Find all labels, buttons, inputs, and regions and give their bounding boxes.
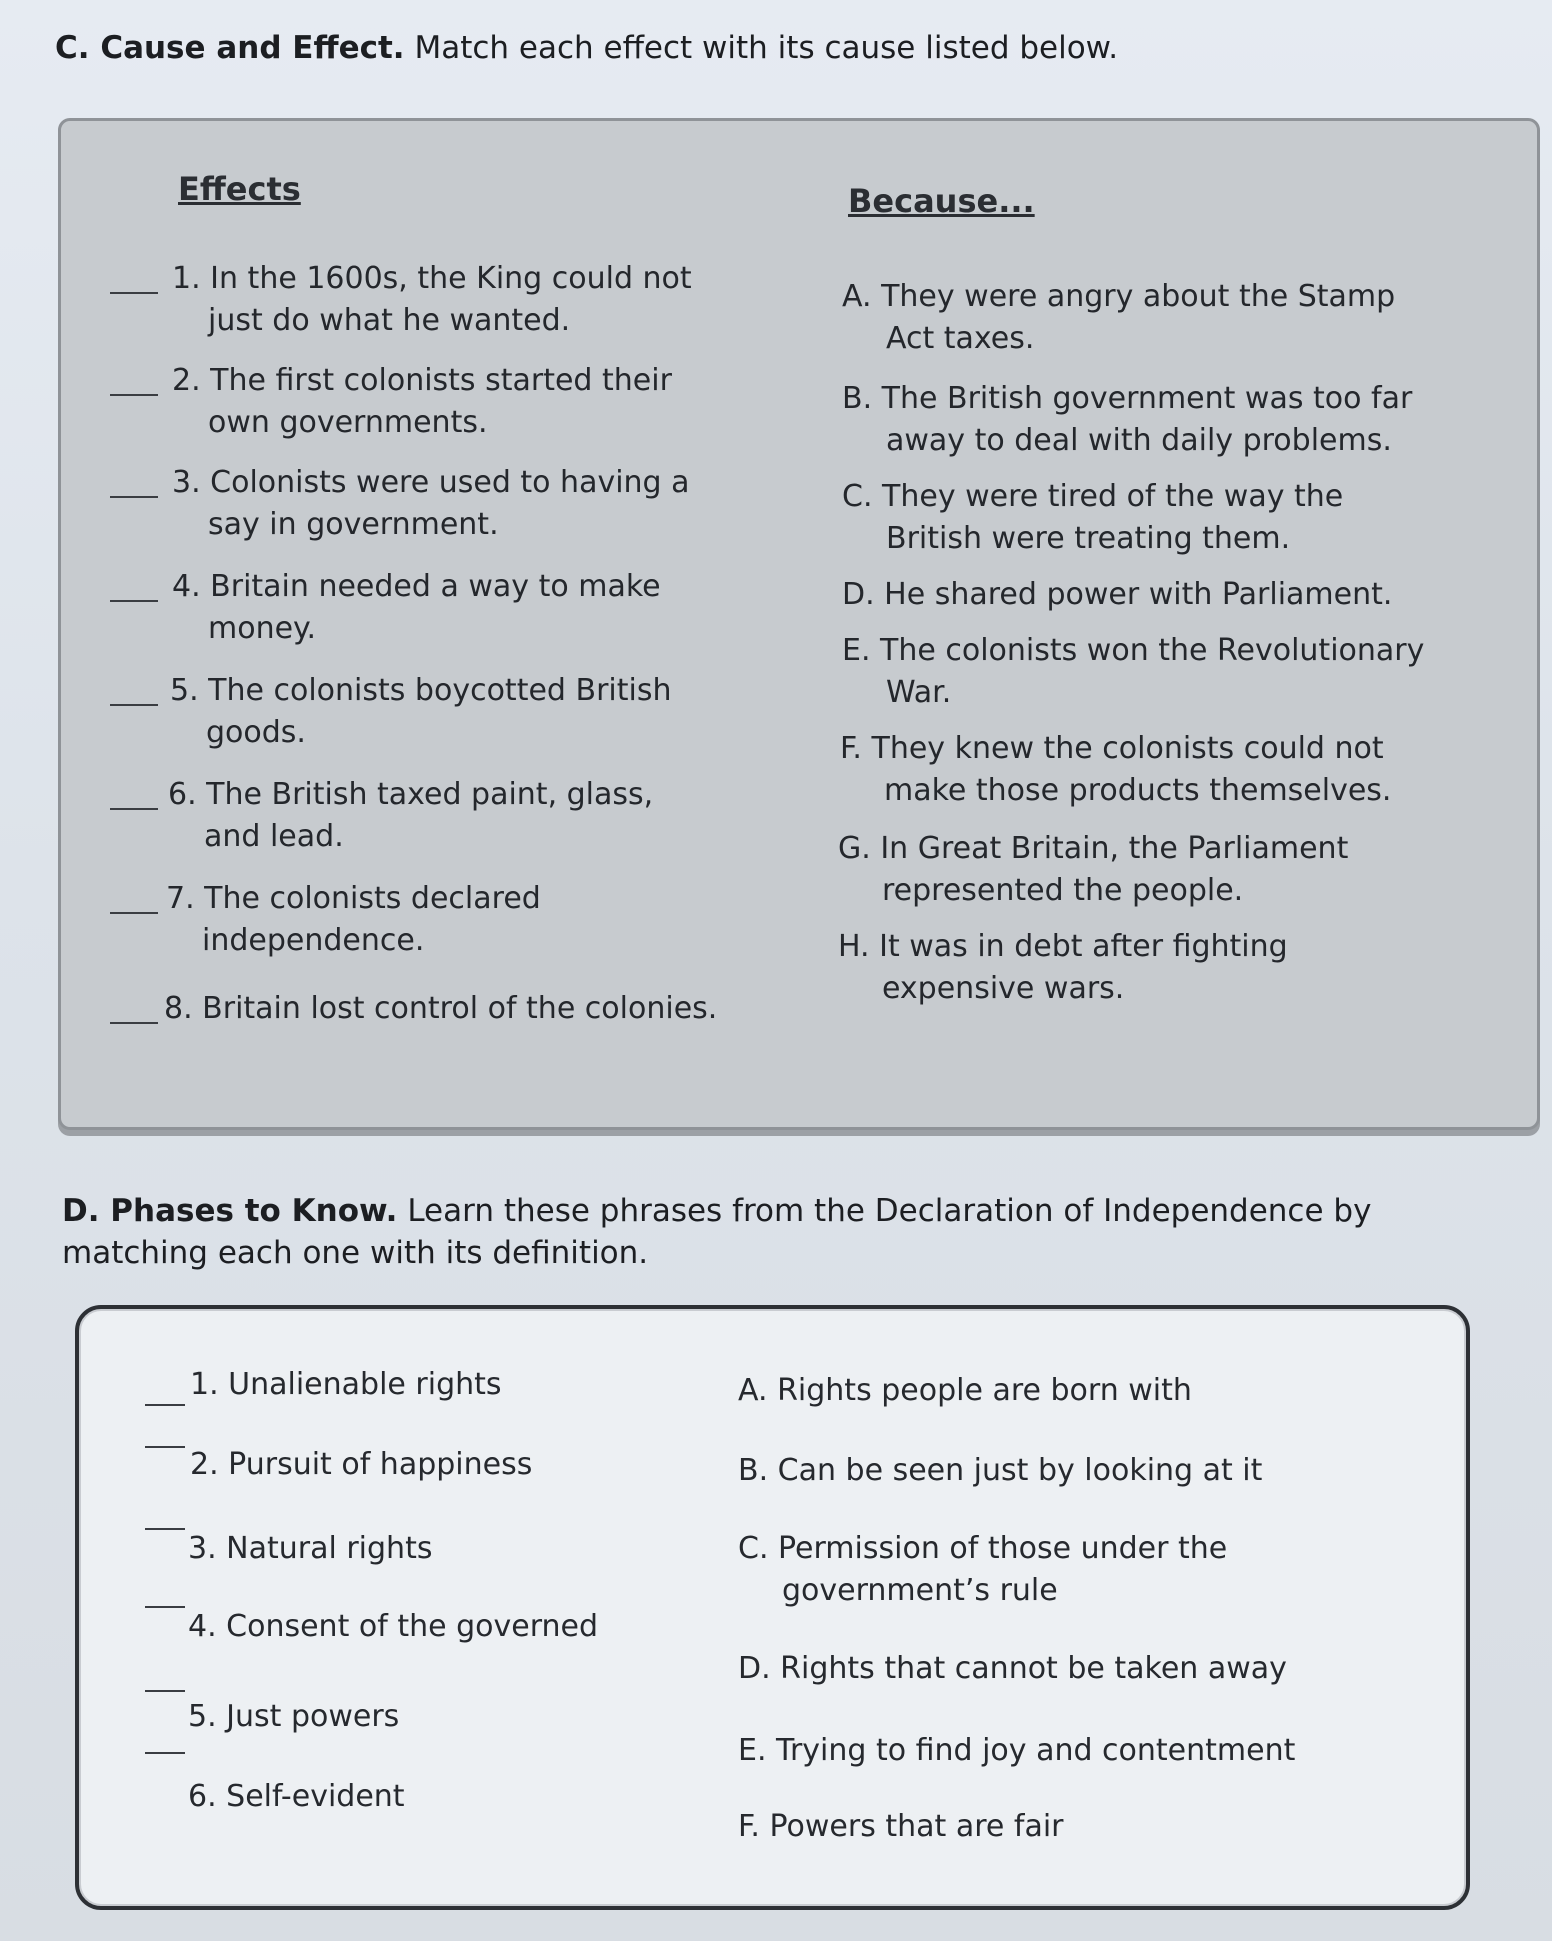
section-d-title: D. Phases to Know. [62,1193,398,1229]
cause-d-line1: D. He shared power with Parliament. [842,577,1393,612]
section-d-heading [62,1190,1482,1274]
definition-f-line1: F. Powers that are fair [738,1809,1064,1844]
definition-e-line1: E. Trying to find joy and contentment [738,1733,1296,1768]
cause-b-line2: away to deal with daily problems. [886,423,1392,458]
definition-c-line1: C. Permission of those under the [738,1531,1228,1566]
cause-item-b [842,378,1412,462]
answer-blank-effect-4[interactable] [110,600,158,602]
phrase-item-2: 2. Pursuit of happiness [190,1447,533,1482]
definition-b-line1: B. Can be seen just by looking at it [738,1453,1263,1488]
cause-e-line2: War. [886,675,952,710]
cause-b-line1: B. The British government was too far [842,381,1413,416]
phrase-item-4: 4. Consent of the governed [188,1609,599,1644]
answer-blank-effect-8[interactable] [110,1022,158,1024]
answer-blank-effect-2[interactable] [110,394,158,396]
answer-blank-phrase-4[interactable] [145,1606,185,1608]
cause-f-line2: make those products themselves. [884,773,1392,808]
cause-h-line1: H. It was in debt after fighting [838,929,1288,964]
cause-e-line1: E. The colonists won the Revolutionary [842,633,1425,668]
cause-item-g [838,828,1348,912]
answer-blank-phrase-1[interactable] [145,1404,185,1406]
cause-g-line1: G. In Great Britain, the Parliament [838,831,1349,866]
cause-item-c [842,476,1343,560]
definition-item-d [738,1648,1287,1690]
cause-c-line2: British were treating them. [886,521,1291,556]
effect-7-line2: independence. [202,923,425,958]
section-c-title: C. Cause and Effect. [55,30,405,66]
effect-item-8 [164,988,717,1030]
effect-2-line1: 2. The first colonists started their [172,363,672,398]
answer-blank-effect-1[interactable] [110,292,158,294]
phrase-item-3: 3. Natural rights [188,1531,433,1566]
answer-blank-phrase-5[interactable] [145,1690,185,1692]
because-heading: Because... [848,182,1035,220]
effect-6-line2: and lead. [204,819,344,854]
cause-a-line1: A. They were angry about the Stamp [842,279,1396,314]
cause-f-line1: F. They knew the colonists could not [840,731,1384,766]
cause-item-d [842,574,1392,616]
answer-blank-effect-6[interactable] [110,808,158,810]
cause-item-a [842,276,1395,360]
effect-1-line2: just do what he wanted. [208,303,571,338]
definition-item-a [738,1370,1192,1412]
effects-heading: Effects [178,170,301,208]
definition-item-b [738,1450,1262,1492]
effect-item-1 [172,258,692,342]
effect-3-line2: say in government. [208,507,499,542]
effect-2-line2: own governments. [208,405,488,440]
effect-3-line1: 3. Colonists were used to having a [172,465,690,500]
effect-item-6 [168,774,653,858]
answer-blank-effect-3[interactable] [110,496,158,498]
effect-6-line1: 6. The British taxed paint, glass, [168,777,654,812]
section-c-instructions: Match each effect with its cause listed below. [404,30,1119,66]
cause-g-line2: represented the people. [882,873,1244,908]
definition-item-e [738,1730,1295,1772]
effect-8-line1: 8. Britain lost control of the colonies. [164,991,718,1026]
cause-c-line1: C. They were tired of the way the [842,479,1344,514]
section-c-heading [55,28,1535,68]
phrase-item-5: 5. Just powers [188,1699,400,1734]
answer-blank-effect-7[interactable] [110,912,158,914]
definition-item-c [738,1528,1227,1612]
answer-blank-effect-5[interactable] [110,704,158,706]
effect-4-line2: money. [208,611,317,646]
phrase-item-1: 1. Unalienable rights [190,1367,502,1402]
cause-item-e [842,630,1424,714]
effect-item-5 [170,670,672,754]
effect-7-line1: 7. The colonists declared [166,881,541,916]
definition-item-f [738,1806,1064,1848]
section-d-instructions: Learn these phrases from the Declaration of Independence by matching each one with its definition. [62,1193,1372,1271]
effect-item-7 [166,878,541,962]
definition-a-line1: A. Rights people are born with [738,1373,1192,1408]
effect-4-line1: 4. Britain needed a way to make [172,569,661,604]
cause-h-line2: expensive wars. [882,971,1125,1006]
cause-a-line2: Act taxes. [886,321,1035,356]
answer-blank-phrase-6[interactable] [145,1752,185,1754]
answer-blank-phrase-3[interactable] [145,1528,185,1530]
cause-item-f [840,728,1391,812]
effect-item-4 [172,566,661,650]
cause-item-h [838,926,1288,1010]
effect-1-line1: 1. In the 1600s, the King could not [172,261,692,296]
effect-item-2 [172,360,672,444]
definition-c-line2: government’s rule [782,1573,1058,1608]
phrase-item-6: 6. Self-evident [188,1779,405,1814]
effect-item-3 [172,462,690,546]
effect-5-line1: 5. The colonists boycotted British [170,673,672,708]
answer-blank-phrase-2[interactable] [145,1446,185,1448]
definition-d-line1: D. Rights that cannot be taken away [738,1651,1287,1686]
effect-5-line2: goods. [206,715,306,750]
